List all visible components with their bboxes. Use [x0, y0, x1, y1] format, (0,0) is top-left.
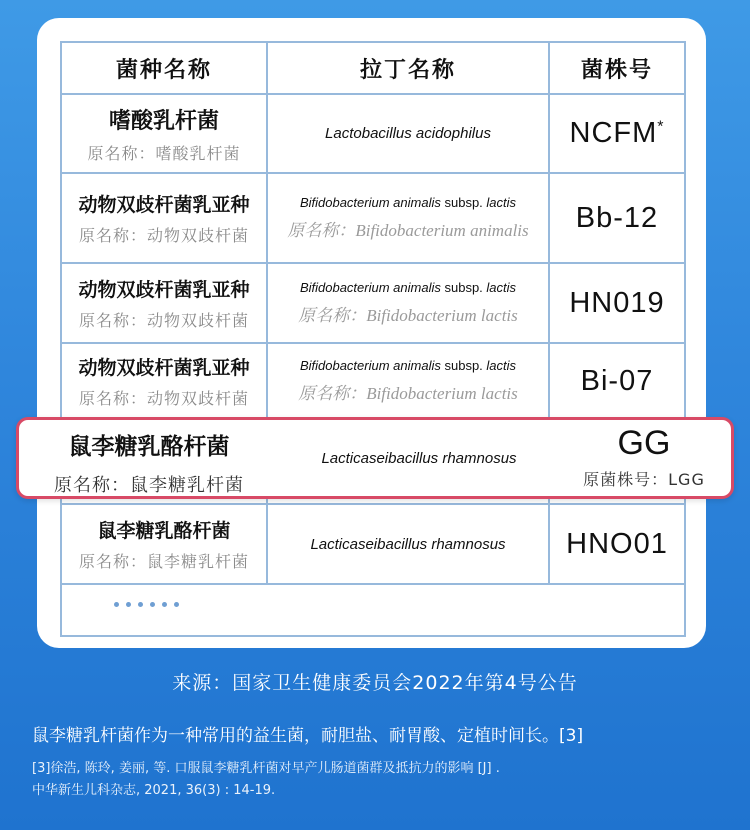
header-strain-number: 菌株号 — [580, 57, 653, 83]
table-row — [62, 95, 266, 172]
strain-number: HNO01 — [566, 527, 668, 560]
strain-number: Bb-12 — [575, 201, 659, 234]
table-row — [62, 505, 266, 583]
header-strain-name: 菌种名称 — [115, 57, 212, 83]
original-name: 原名称：动物双歧杆菌 — [78, 311, 249, 330]
chinese-name: 动物双歧杆菌乳亚种 — [78, 279, 250, 301]
table-row — [62, 264, 266, 342]
source-text: 来源：国家卫生健康委员会2022年第4号公告 — [172, 672, 578, 694]
highlight-original-strain: 原菌株号：LGG — [583, 470, 705, 489]
original-latin-name: 原名称：Bifidobacterium lactis — [298, 306, 518, 325]
strain-number: HN019 — [569, 286, 665, 319]
chinese-name: 鼠李糖乳酪杆菌 — [97, 520, 231, 542]
table-row — [62, 344, 266, 418]
latin-name: Lacticaseibacillus rhamnosus — [310, 535, 506, 553]
reference-line-1: [3]徐浩, 陈玲, 姜丽, 等. 口服鼠李糖乳杆菌对早产儿肠道菌群及抵抗力的影响 [J] . — [32, 761, 500, 776]
strain-table — [60, 41, 686, 637]
header-latin-name: 拉丁名称 — [359, 57, 456, 83]
latin-name: Bifidobacterium animalis subsp. lactis — [299, 195, 517, 210]
highlighted-row — [16, 417, 734, 499]
original-name: 原名称：嗜酸乳杆菌 — [87, 143, 241, 163]
highlight-chinese-name: 鼠李糖乳酪杆菌 — [68, 434, 230, 460]
highlight-original-name: 原名称：鼠李糖乳杆菌 — [54, 475, 244, 496]
highlight-strain-number: GG — [617, 424, 671, 462]
reference-line-2: 中华新生儿科杂志, 2021, 36(3) : 14-19. — [32, 783, 276, 798]
highlight-latin-name: Lacticaseibacillus rhamnosus — [321, 449, 517, 467]
chinese-name: 嗜酸乳杆菌 — [108, 108, 219, 134]
more-indicator — [114, 602, 179, 607]
latin-name: Bifidobacterium animalis subsp. lactis — [299, 280, 517, 295]
original-latin-name: 原名称：Bifidobacterium lactis — [298, 384, 518, 403]
original-name: 原名称：动物双歧杆菌 — [78, 389, 249, 408]
original-name: 原名称：鼠李糖乳杆菌 — [78, 552, 249, 571]
strain-number: NCFM* — [569, 117, 665, 149]
description-text: 鼠李糖乳杆菌作为一种常用的益生菌，耐胆盐、耐胃酸、定植时间长。[3] — [32, 726, 584, 746]
chinese-name: 动物双歧杆菌乳亚种 — [78, 194, 250, 216]
original-name: 原名称：动物双歧杆菌 — [78, 226, 249, 245]
latin-name: Bifidobacterium animalis subsp. lactis — [299, 358, 517, 373]
chinese-name: 动物双歧杆菌乳亚种 — [78, 357, 250, 379]
latin-name: Lactobacillus acidophilus — [325, 125, 491, 142]
table-row — [62, 174, 266, 262]
strain-number: Bi-07 — [580, 364, 654, 397]
original-latin-name: 原名称：Bifidobacterium animalis — [287, 221, 529, 240]
